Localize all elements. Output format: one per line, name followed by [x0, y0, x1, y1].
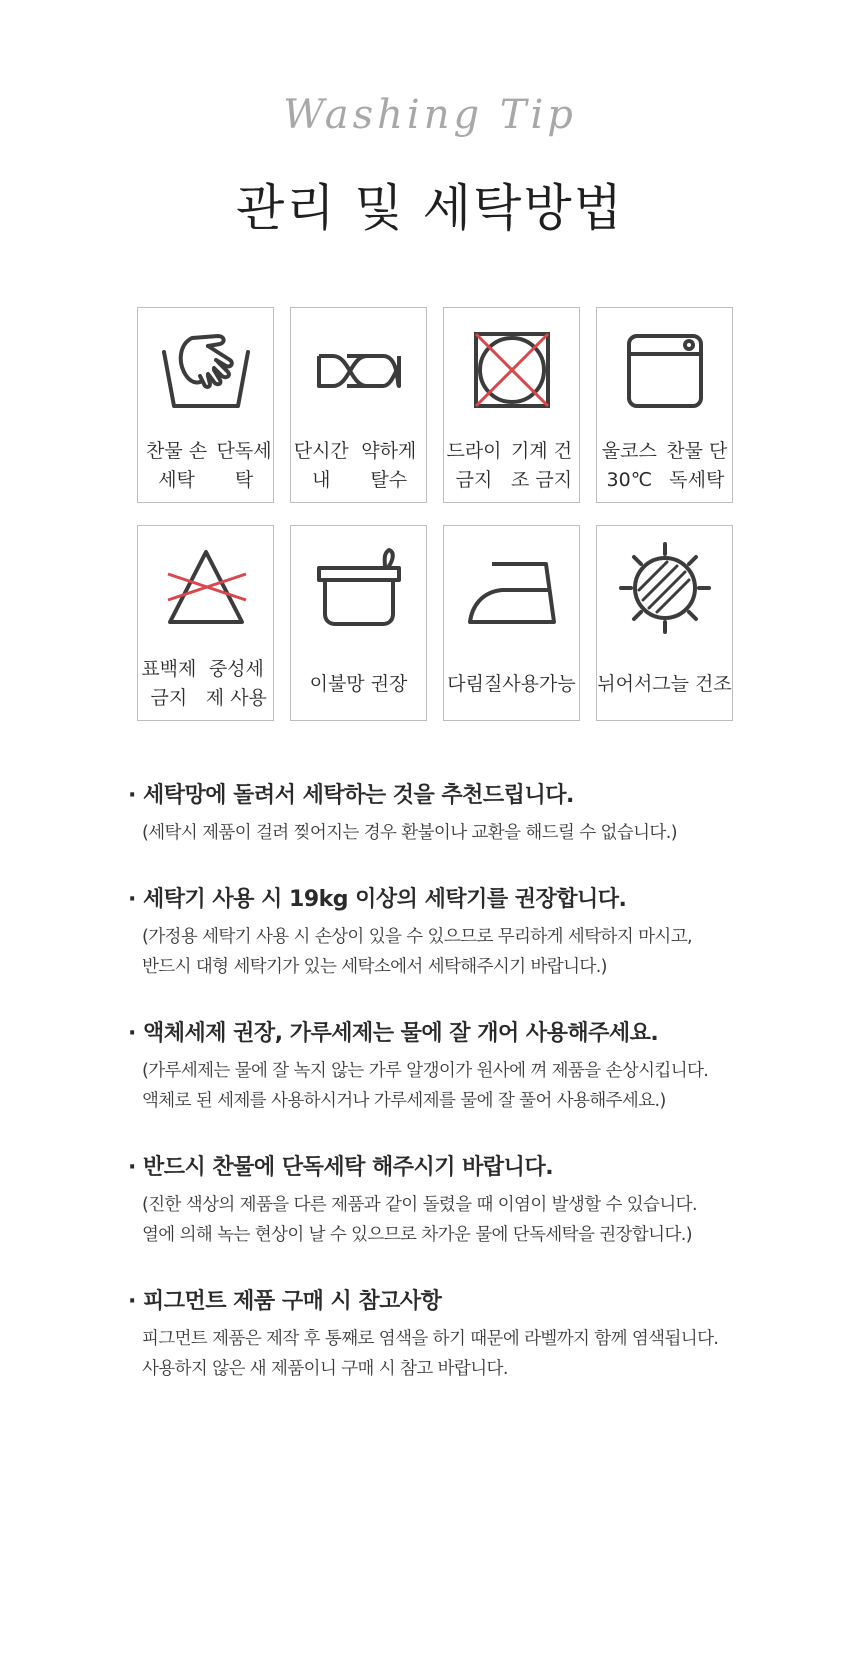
page-title: 관리 및 세탁방법 [236, 179, 624, 237]
note-item [128, 1152, 768, 1250]
note-text: (가정용 세탁기 사용 시 손상이 있을 수 있으므로 무리하게 세탁하지 마시고, 반드시 대형 세탁기가 있는 세탁소에서 세탁해주시기 바랍니다.) [142, 927, 692, 977]
note-heading: · 액체세제 권장, 가루세제는 물에 잘 개어 사용해주세요. [128, 1021, 659, 1046]
care-card [290, 525, 427, 721]
care-label: 이불망 권장 [309, 672, 408, 695]
shade-dry-sun-icon [615, 538, 715, 638]
note-heading: · 피그먼트 제품 구매 시 참고사항 [128, 1289, 442, 1314]
care-label: 뉘어서 그늘 건조 [597, 672, 732, 695]
care-card [137, 525, 274, 721]
note-heading: · 세탁기 사용 시 19kg 이상의 세탁기를 권장합니다. [128, 887, 627, 912]
care-card [443, 525, 580, 721]
care-label: 찬물 손세탁 단독세탁 [146, 440, 272, 491]
care-label: 표백제 금지 중성세제 사용 [141, 658, 267, 709]
care-symbol-grid [137, 307, 733, 721]
care-card [290, 307, 427, 503]
iron-icon [462, 538, 562, 638]
care-label: 단시간 내 약하게 탈수 [293, 440, 417, 491]
care-label: 드라이 금지 기계 건조 금지 [446, 440, 573, 491]
care-label: 다림질 사용가능 [447, 672, 576, 695]
note-heading: · 반드시 찬물에 단독세탁 해주시기 바랍니다. [128, 1155, 554, 1180]
care-card [137, 307, 274, 503]
note-text: (세탁시 제품이 걸려 찢어지는 경우 환불이나 교환을 해드릴 수 없습니다.) [142, 823, 677, 843]
note-heading: · 세탁망에 돌려서 세탁하는 것을 추천드립니다. [128, 783, 574, 808]
note-text: 피그먼트 제품은 제작 후 통째로 염색을 하기 때문에 라벨까지 함께 염색됩니다. 사용하지 않은 새 제품이니 구매 시 참고 바랍니다. [142, 1329, 719, 1379]
care-label: 울코스 30℃ 찬물 단독세탁 [601, 440, 728, 491]
care-card [443, 307, 580, 503]
note-item [128, 1286, 768, 1384]
no-bleach-icon [156, 538, 256, 638]
note-item [128, 884, 768, 982]
care-card [596, 525, 733, 721]
no-tumble-dry-icon [462, 320, 562, 420]
twist-wring-icon [309, 320, 409, 420]
note-item [128, 1018, 768, 1116]
note-text: (진한 색상의 제품을 다른 제품과 같이 돌렸을 때 이염이 발생할 수 있습니다. 열에 의해 녹는 현상이 날 수 있으므로 차가운 물에 단독세탁을 권장합니다.) [142, 1195, 697, 1245]
laundry-net-icon [309, 538, 409, 638]
note-item [128, 780, 768, 848]
script-title: Washing Tip [283, 92, 577, 138]
care-card [596, 307, 733, 503]
washing-machine-icon [615, 320, 715, 420]
care-notes [128, 780, 768, 1420]
hand-wash-basin-icon [156, 320, 256, 420]
note-text: (가루세제는 물에 잘 녹지 않는 가루 알갱이가 원사에 껴 제품을 손상시킵니다. 액체로 된 세제를 사용하시거나 가루세제를 물에 잘 풀어 사용해주세요.) [142, 1061, 709, 1111]
